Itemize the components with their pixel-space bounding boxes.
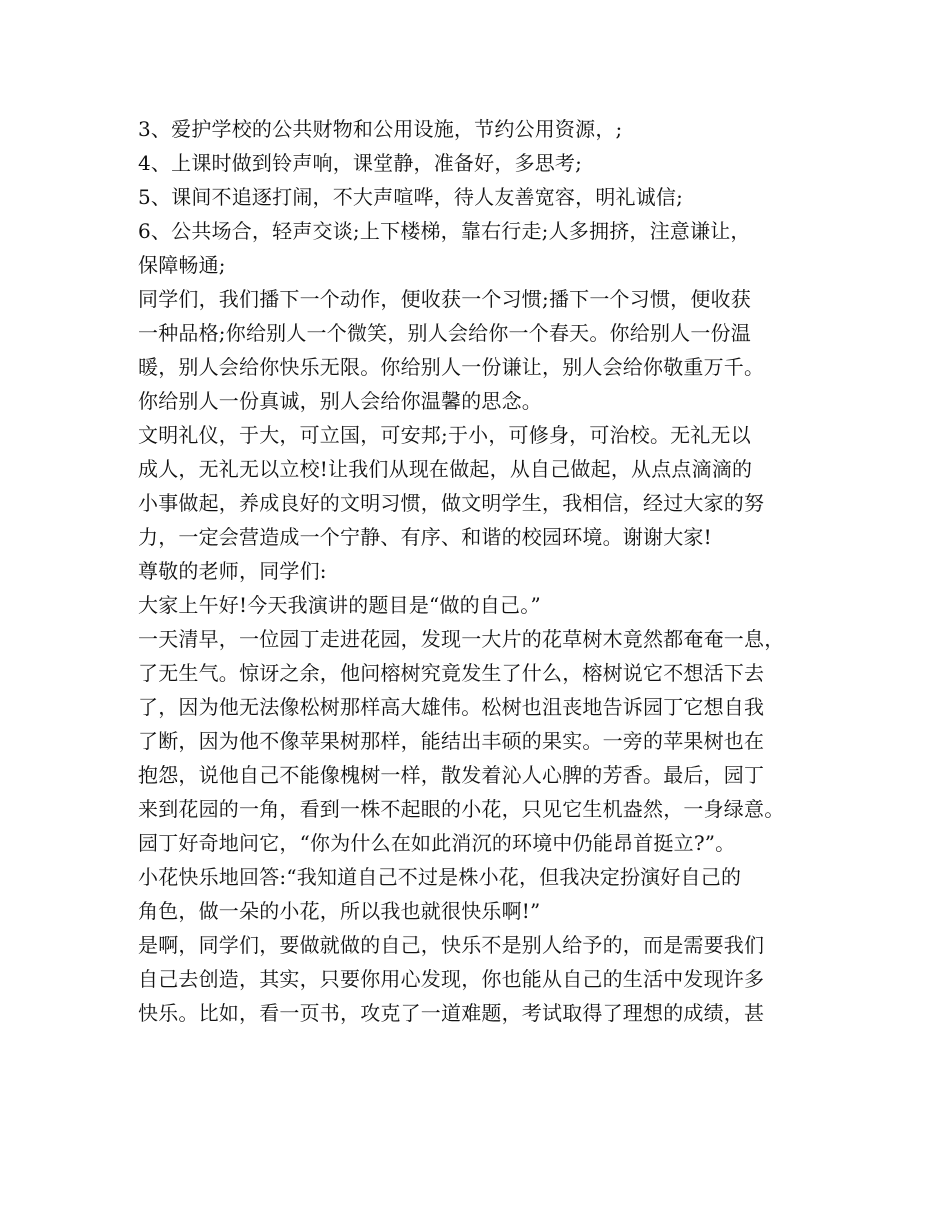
text-line: 快乐。比如，看一页书，攻克了一道难题，考试取得了理想的成绩，甚 <box>138 1001 765 1025</box>
text-line: 一天清早，一位园丁走进花园，发现一大片的花草树木竟然都奄奄一息， <box>138 627 785 651</box>
text-line: 了断，因为他不像苹果树那样，能结出丰硕的果实。一旁的苹果树也在 <box>138 729 765 753</box>
text-line: 园丁好奇地问它，“你为什么在如此消沉的环境中仍能昂首挺立?”。 <box>138 831 736 855</box>
text-line: 自己去创造，其实，只要你用心发现，你也能从自己的生活中发现许多 <box>138 967 765 991</box>
text-line: 角色，做一朵的小花，所以我也就很快乐啊!” <box>138 899 541 923</box>
text-line: 了，因为他无法像松树那样高大雄伟。松树也沮丧地告诉园丁它想自我 <box>138 695 765 719</box>
text-line: 文明礼仪，于大，可立国，可安邦;于小，可修身，可治校。无礼无以 <box>138 423 751 447</box>
text-line: 力，一定会营造成一个宁静、有序、和谐的校园环境。谢谢大家! <box>138 525 712 549</box>
text-line: 4、上课时做到铃声响，课堂静，准备好，多思考; <box>138 151 583 175</box>
text-line: 来到花园的一角，看到一株不起眼的小花，只见它生机盎然，一身绿意。 <box>138 797 785 821</box>
text-line: 你给别人一份真诚，别人会给你温馨的思念。 <box>138 389 542 413</box>
text-line: 了无生气。惊讶之余，他问榕树究竟发生了什么，榕树说它不想活下去 <box>138 661 765 685</box>
text-line: 尊敬的老师，同学们: <box>138 559 327 583</box>
text-line: 抱怨，说他自己不能像槐树一样，散发着沁人心脾的芳香。最后，园丁 <box>138 763 765 787</box>
text-line: 是啊，同学们，要做就做的自己，快乐不是别人给予的，而是需要我们 <box>138 933 765 957</box>
text-line: 大家上午好!今天我演讲的题目是“做的自己。” <box>138 593 541 617</box>
text-line: 6、公共场合，轻声交谈;上下楼梯，靠右行走;人多拥挤，注意谦让， <box>138 219 751 243</box>
text-line: 同学们，我们播下一个动作，便收获一个习惯;播下一个习惯，便收获 <box>138 287 751 311</box>
text-line: 5、课间不追逐打闹，不大声喧哗，待人友善宽容，明礼诚信; <box>138 185 684 209</box>
text-line: 3、爱护学校的公共财物和公用设施，节约公用资源，; <box>138 117 623 141</box>
text-line: 成人，无礼无以立校!让我们从现在做起，从自己做起，从点点滴滴的 <box>138 457 753 481</box>
text-line: 暖，别人会给你快乐无限。你给别人一份谦让，别人会给你敬重万千。 <box>138 355 765 379</box>
text-line: 小事做起，养成良好的文明习惯，做文明学生，我相信，经过大家的努 <box>138 491 765 515</box>
text-line: 保障畅通; <box>138 253 226 277</box>
document-body <box>138 112 828 1030</box>
text-line: 一种品格;你给别人一个微笑，别人会给你一个春天。你给别人一份温 <box>138 321 751 345</box>
text-line: 小花快乐地回答:“我知道自己不过是株小花，但我决定扮演好自己的 <box>138 865 742 889</box>
